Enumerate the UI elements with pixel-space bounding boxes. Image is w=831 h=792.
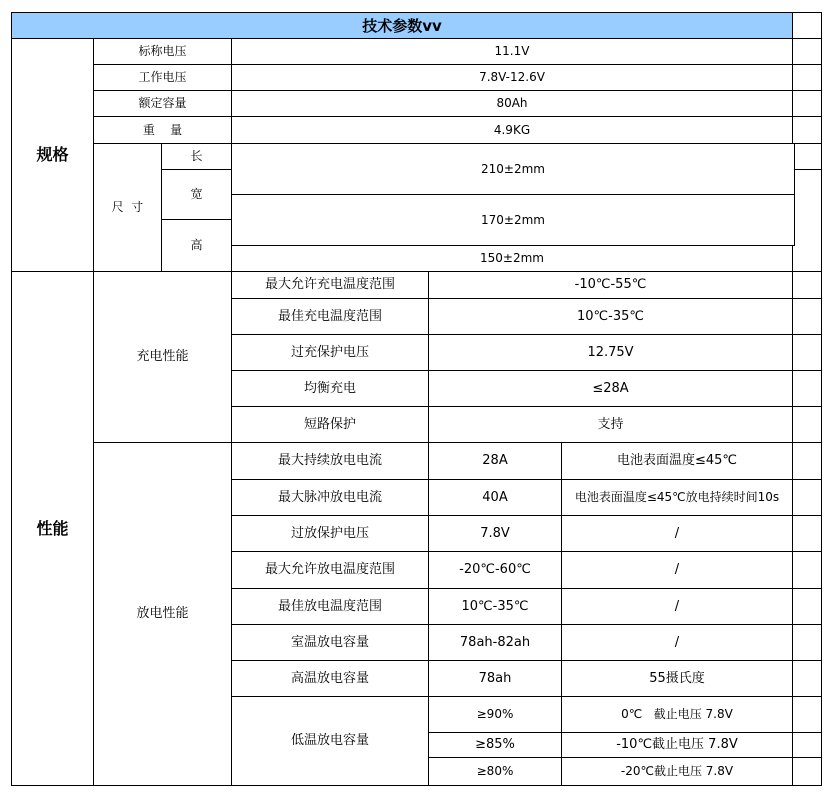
size-height-value: 150±2mm: [232, 246, 793, 272]
charge-row-label: 短路保护: [232, 407, 429, 443]
blank-cell: [793, 91, 822, 117]
spec-value: 11.1V: [232, 39, 793, 65]
blank-cell: [793, 272, 822, 299]
discharge-label: 放电性能: [94, 443, 232, 786]
charge-row-value: 10℃-35℃: [429, 299, 793, 335]
spec-label: 额定容量: [94, 91, 232, 117]
discharge-row-note: /: [562, 589, 793, 625]
blank-cell: [793, 516, 822, 552]
blank-cell: [793, 299, 822, 335]
low-temp-label: 低温放电容量: [232, 697, 429, 786]
blank-cell: [793, 39, 822, 65]
blank-cell: [793, 335, 822, 371]
charge-row-label: 最大允许充电温度范围: [232, 272, 429, 299]
discharge-row-value: 28A: [429, 443, 562, 480]
size-length-label: 长: [162, 144, 232, 170]
discharge-row-label: 最佳放电温度范围: [232, 589, 429, 625]
charge-label: 充电性能: [94, 272, 232, 443]
discharge-row-value: 10℃-35℃: [429, 589, 562, 625]
low-temp-value: ≥80%: [429, 758, 562, 786]
low-temp-value: ≥85%: [429, 733, 562, 758]
blank-cell: [793, 589, 822, 625]
charge-row-label: 过充保护电压: [232, 335, 429, 371]
table-title: 技术参数vv: [11, 12, 793, 39]
discharge-row-note: /: [562, 552, 793, 589]
discharge-row-note: /: [562, 625, 793, 661]
discharge-row-value: 7.8V: [429, 516, 562, 552]
discharge-row-label: 最大持续放电电流: [232, 443, 429, 480]
blank-cell: [793, 758, 822, 786]
blank-cell: [793, 117, 822, 144]
charge-row-label: 最佳充电温度范围: [232, 299, 429, 335]
discharge-row-value: 78ah-82ah: [429, 625, 562, 661]
spec-label: 工作电压: [94, 65, 232, 91]
spec-group-label: 规格: [11, 39, 94, 272]
low-temp-note: -20℃截止电压 7.8V: [562, 758, 793, 786]
perf-group-label: 性能: [11, 272, 94, 786]
blank-cell: [793, 733, 822, 758]
low-temp-note: 0℃ 截止电压 7.8V: [562, 697, 793, 733]
charge-row-value: 12.75V: [429, 335, 793, 371]
charge-row-label: 均衡充电: [232, 371, 429, 407]
discharge-row-value: -20℃-60℃: [429, 552, 562, 589]
charge-row-value: 支持: [429, 407, 793, 443]
spec-label: 标称电压: [94, 39, 232, 65]
blank-cell: [793, 552, 822, 589]
blank-cell: [793, 12, 822, 39]
discharge-row-note: 55摄氏度: [562, 661, 793, 697]
size-width-value: 170±2mm: [232, 195, 795, 246]
blank-cell: [793, 661, 822, 697]
blank-cell: [795, 170, 822, 246]
spec-label: 重 量: [94, 117, 232, 144]
discharge-row-value: 78ah: [429, 661, 562, 697]
blank-cell: [793, 625, 822, 661]
size-height-label: 高: [162, 220, 232, 272]
blank-cell: [793, 407, 822, 443]
spec-value: 4.9KG: [232, 117, 793, 144]
discharge-row-label: 高温放电容量: [232, 661, 429, 697]
low-temp-value: ≥90%: [429, 697, 562, 733]
low-temp-note: -10℃截止电压 7.8V: [562, 733, 793, 758]
discharge-row-label: 最大脉冲放电电流: [232, 480, 429, 516]
blank-cell: [793, 371, 822, 407]
blank-cell: [795, 144, 822, 170]
charge-row-value: -10℃-55℃: [429, 272, 793, 299]
spec-value: 7.8V-12.6V: [232, 65, 793, 91]
size-label: 尺 寸: [94, 144, 162, 272]
discharge-row-note: 电池表面温度≤45℃放电持续时间10s: [562, 480, 793, 516]
size-width-label: 宽: [162, 170, 232, 220]
blank-cell: [793, 443, 822, 480]
blank-cell: [793, 697, 822, 733]
discharge-row-label: 过放保护电压: [232, 516, 429, 552]
charge-row-value: ≤28A: [429, 371, 793, 407]
discharge-row-value: 40A: [429, 480, 562, 516]
discharge-row-note: /: [562, 516, 793, 552]
discharge-row-note: 电池表面温度≤45℃: [562, 443, 793, 480]
spec-value: 80Ah: [232, 91, 793, 117]
discharge-row-label: 室温放电容量: [232, 625, 429, 661]
blank-cell: [793, 480, 822, 516]
size-length-value: 210±2mm: [232, 144, 795, 195]
blank-cell: [793, 65, 822, 91]
discharge-row-label: 最大允许放电温度范围: [232, 552, 429, 589]
blank-cell: [793, 246, 822, 272]
